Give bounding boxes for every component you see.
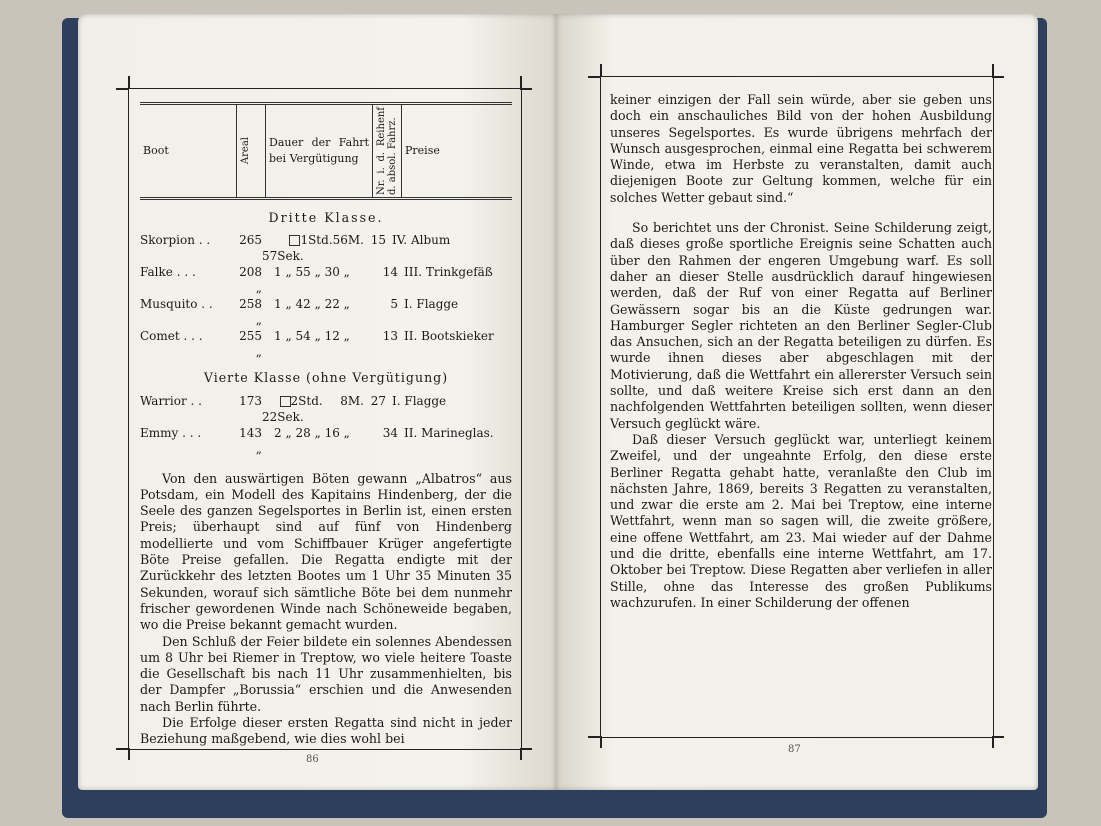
frame-corner-mark bbox=[992, 736, 1004, 738]
header-nr: Nr. i. d. Reihenf d. absol. Fahrz. bbox=[373, 104, 402, 199]
frame-corner-mark bbox=[600, 64, 602, 76]
klasse-4-title: Vierte Klasse (ohne Vergütigung) bbox=[203, 370, 449, 386]
square-symbol-icon bbox=[280, 396, 291, 407]
frame-corner-mark bbox=[588, 76, 600, 78]
table-row: Warrior . . 173 2Std. 8M. 22Sek. 27 I. Flagge bbox=[140, 393, 447, 424]
klasse-3-title: Dritte Klasse. bbox=[268, 210, 384, 225]
frame-corner-mark bbox=[992, 64, 994, 76]
frame-corner-mark bbox=[520, 748, 522, 760]
regatta-results-table-header bbox=[140, 102, 512, 200]
klasse-4-rows bbox=[140, 393, 512, 457]
table-row: Musquito . . 258 „ 1 „ 42 „ 22 „ 5 I. Flagge bbox=[140, 297, 459, 328]
left-page-content bbox=[140, 102, 512, 748]
table-row: Falke . . . 208 „ 1 „ 55 „ 30 „ 14 III. Trinkgefäß bbox=[140, 265, 493, 296]
frame-corner-mark bbox=[116, 748, 128, 750]
square-symbol-icon bbox=[289, 235, 300, 246]
frame-corner-mark bbox=[128, 748, 130, 760]
right-page-content bbox=[610, 92, 992, 611]
frame-corner-mark bbox=[992, 76, 1004, 78]
frame-corner-mark bbox=[600, 736, 602, 748]
paragraph: Von den auswärtigen Böten gewann „Albatros“ aus Potsdam, ein Modell des Kapitains Hindenberg, der die Seele des ganzen Segelsportes in Berlin ist, einen ersten Preis; überhaupt sind auf fünf von Hindenberg modellierte und vom Schiffbauer Krüger angefertigte Böte Preise gefallen. Die Regatta endigte mit der Zurückkehr des letzten Bootes um 1 Uhr 35 Minuten 35 Sekunden, worauf sich sämtliche Böte bei dem nunmehr frischer gewordenen Winde nach Schöneweide begaben, wo die Preise bekannt gemacht wurden. bbox=[140, 470, 512, 633]
paragraph: So berichtet uns der Chronist. Seine Schilderung zeigt, daß dieses große sportliche Ereignis seine Schatten auch über den Rahmen der engeren Umgebung warf. Es soll daher an dieser Stelle ausdrücklich darauf hingewiesen werden, daß der Ruf von einer Regatta auf Berliner Gewässern sogar bis an die Küste gedrungen war. Hamburger Segler richteten an den Berliner Segler-Club das Ansuchen, sich an der Regatta beteiligen zu dürfen. Es wurde ihnen dieses aber abgeschlagen mit der Motivierung, daß die Wettfahrt ein allererster Versuch sein sollte, und daß weitere Kreise sich erst dann an den nachfolgenden Wettfahrten beteiligen sollten, wenn dieser Versuch geglückt wäre. bbox=[610, 220, 992, 431]
paragraph: Die Erfolge dieser ersten Regatta sind nicht in jeder Beziehung maßgebend, wie dies wohl bei bbox=[140, 715, 512, 747]
paragraph: Den Schluß der Feier bildete ein solennes Abendessen um 8 Uhr bei Riemer in Treptow, wo viele heitere Toaste die Gesellschaft bis nach 11 Uhr zusammenhielten, bis der Dampfer „Borussia“ erschien und die Anwesenden nach Berlin führte. bbox=[140, 633, 512, 714]
frame-corner-mark bbox=[992, 736, 994, 748]
table-row: Emmy . . . 143 „ 2 „ 28 „ 16 „ 34 II. Marineglas. bbox=[140, 425, 494, 456]
right-page bbox=[556, 14, 1038, 790]
header-boot: Boot bbox=[143, 143, 169, 157]
header-preise: Preise bbox=[402, 104, 513, 199]
frame-corner-mark bbox=[116, 88, 128, 90]
header-dauer: Dauer der Fahrt bei Vergütigung bbox=[266, 104, 373, 199]
table-row: Comet . . . 255 „ 1 „ 54 „ 12 „ 13 II. Bootskieker bbox=[140, 329, 494, 360]
paragraph: keiner einzigen der Fall sein würde, aber sie geben uns doch ein anschauliches Bild von der hohen Ausbildung unseres Segelsportes. Es wurde übrigens mehrfach der Wunsch ausgesprochen, einmal eine Regatta bei schwerem Winde, etwa im Herbste zu veranstalten, damit auch diejenigen Boote zur Geltung kommen, welche für ein solches Wetter gebaut sind.“ bbox=[610, 92, 992, 205]
page-number: 86 bbox=[306, 754, 319, 765]
frame-corner-mark bbox=[520, 748, 532, 750]
paragraph: Daß dieser Versuch geglückt war, unterliegt keinem Zweifel, und der ungeahnte Erfolg, den diese erste Berliner Regatta gehabt hatte, veranlaßte den Club im nächsten Jahre, 1869, bereits 3 Regatten zu veranstalten, und zwar die erste am 2. Mai bei Treptow, eine interne Wettfahrt, wenn man so sagen will, die zweite größere, eine offene Wettfahrt, am 23. Mai wieder auf der Dahme und die dritte, ebenfalls eine interne Wettfahrt, am 17. Oktober bei Treptow. Diese Regatten aber verliefen in aller Stille, ohne das Interesse des großen Publikums wachzurufen. In einer Schilderung der offenen bbox=[610, 431, 992, 610]
frame-corner-mark bbox=[520, 88, 532, 90]
header-areal: Areal bbox=[237, 104, 266, 199]
frame-corner-mark bbox=[128, 76, 130, 88]
frame-corner-mark bbox=[520, 76, 522, 88]
frame-corner-mark bbox=[588, 736, 600, 738]
left-page bbox=[78, 14, 556, 790]
page-number: 87 bbox=[788, 744, 801, 755]
table-row: Skorpion . . 265 1Std.56M. 57Sek. 15 IV. Album bbox=[140, 233, 451, 264]
klasse-3-rows bbox=[140, 232, 512, 360]
